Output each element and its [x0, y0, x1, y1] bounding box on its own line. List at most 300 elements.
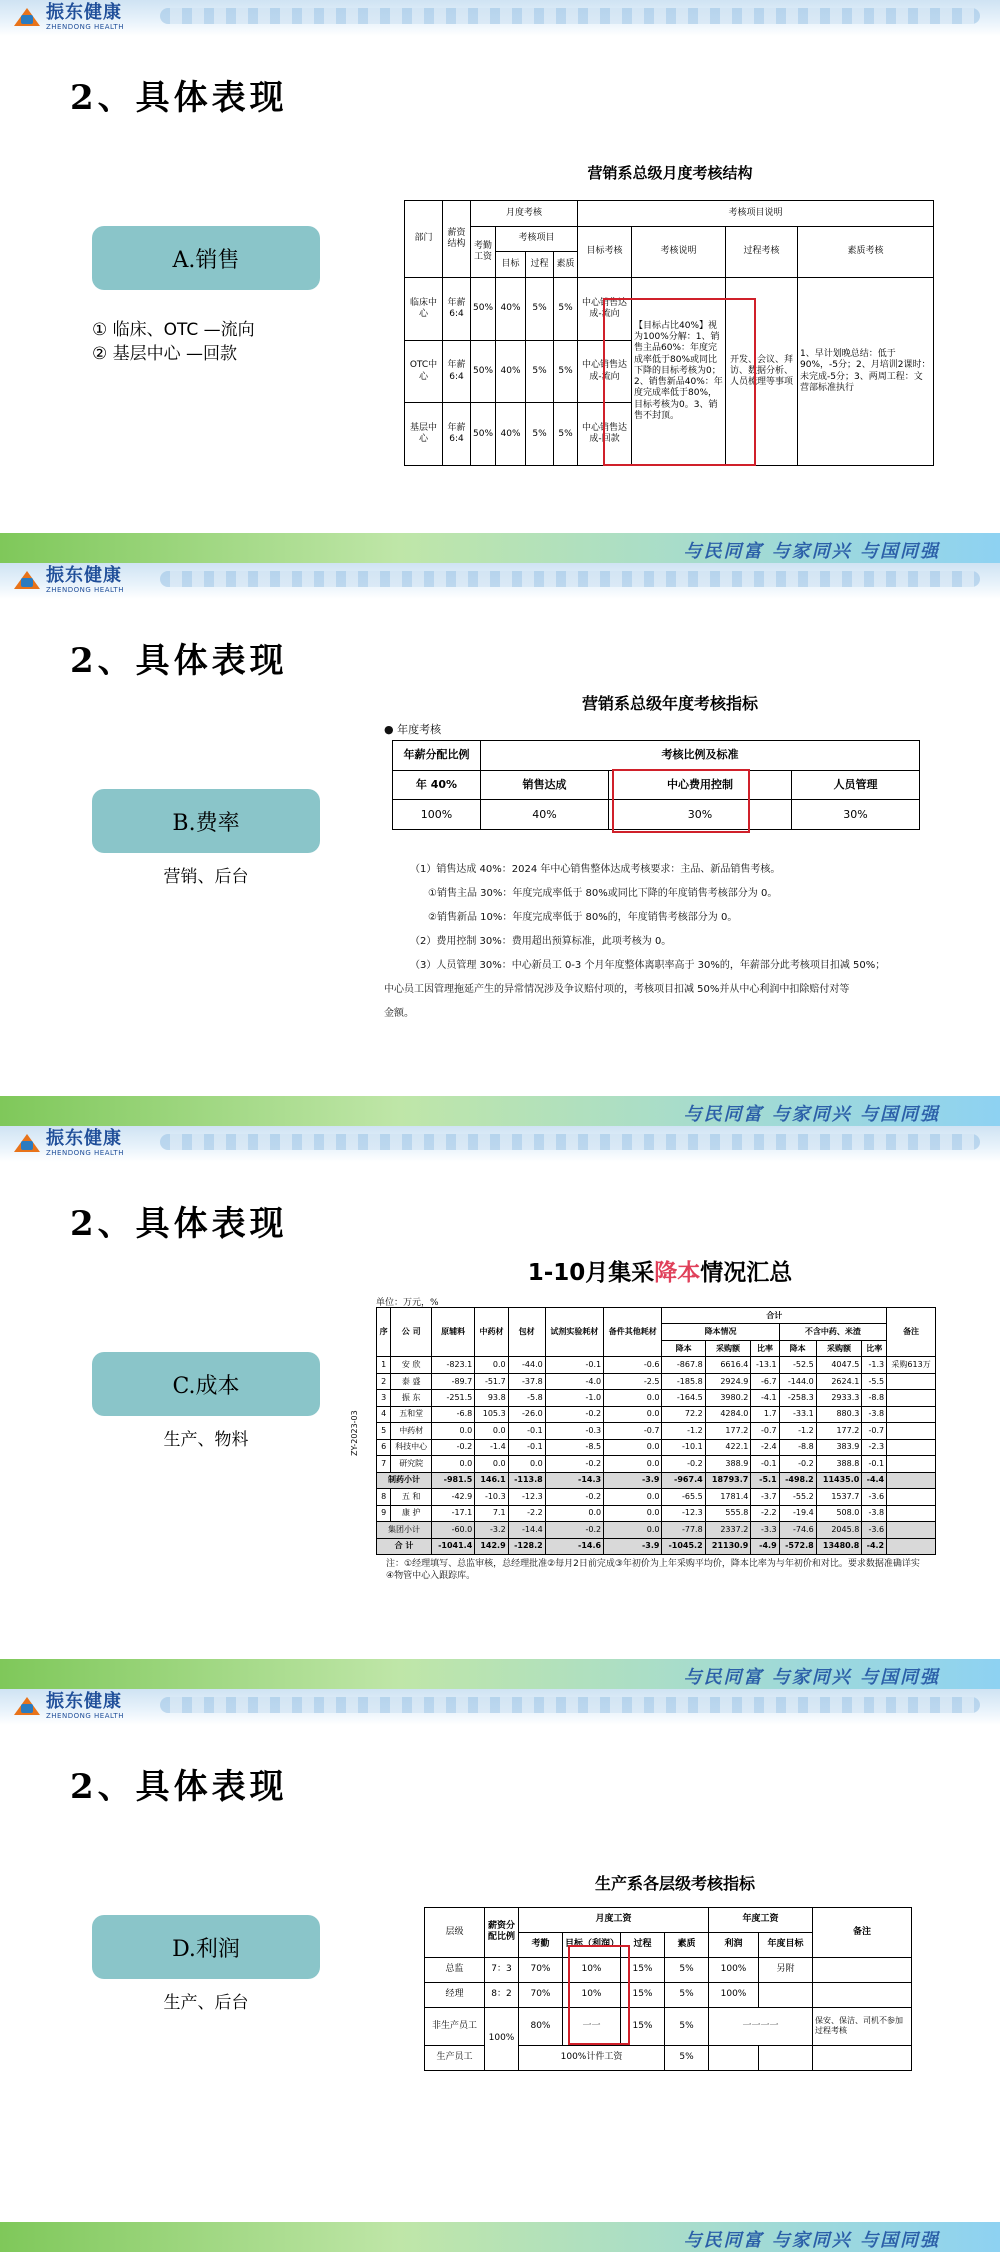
th: 比率: [751, 1340, 779, 1356]
cell: -0.2: [545, 1522, 603, 1538]
cell: 15%: [621, 1982, 665, 2007]
cell: -8.8: [779, 1439, 816, 1455]
th-standard: 考核比例及标准: [481, 741, 920, 771]
table-row: [377, 1406, 936, 1422]
cell: -3.8: [862, 1406, 887, 1422]
cell: 7：3: [485, 1957, 519, 1982]
th-monthly: 月度考核: [471, 201, 578, 227]
cell-process: 5%: [526, 278, 554, 341]
para-line: 金额。: [384, 1008, 414, 1019]
cell: [887, 1538, 936, 1554]
cell: 0.0: [604, 1522, 662, 1538]
cell: -2.4: [751, 1439, 779, 1455]
note-line: ② 基层中心 —回款: [92, 344, 238, 364]
cell: 研究院: [391, 1456, 432, 1473]
cell: [887, 1456, 936, 1473]
brand-name-en: ZHENDONG HEALTH: [46, 22, 124, 31]
cell: -258.3: [779, 1390, 816, 1406]
table-note: 注：①经理填写、总监审核，总经理批准②每月2日前完成③年初价为上年采购平均价，降本比率为与年初价和对比。要求数据准确详实④物管中心入跟踪库。: [386, 1559, 920, 1581]
bullet-label: ● 年度考核: [384, 723, 442, 736]
th-items: 考核项目说明: [578, 201, 934, 227]
cell: -44.0: [508, 1357, 545, 1373]
footer-banner: [0, 1096, 1000, 1126]
cell: 5%: [665, 1957, 709, 1982]
logo-icon: [14, 1695, 40, 1717]
cell: -12.3: [662, 1505, 705, 1521]
cell: -4.0: [545, 1373, 603, 1389]
slide-heading: 2、具体表现: [70, 1767, 288, 1807]
cell-quality: 5%: [554, 403, 578, 466]
th: 合计: [662, 1308, 887, 1324]
table-row: [377, 1390, 936, 1406]
table-row: [377, 1505, 936, 1521]
brand-name: 振东健康: [46, 564, 122, 586]
th: 降本情况: [662, 1324, 779, 1340]
cell: 0.0: [545, 1505, 603, 1521]
th-profit: 利润: [709, 1932, 759, 1957]
cell: -6.8: [432, 1406, 475, 1422]
cell: 8: [377, 1489, 391, 1505]
cost-summary-table: [376, 1307, 936, 1555]
cell-target-assess: 中心销售达成-流向: [578, 340, 632, 403]
cell: 80%: [519, 2007, 563, 2045]
cell: 5%: [665, 1982, 709, 2007]
cell: 7.1: [475, 1505, 508, 1521]
cell: -0.1: [862, 1456, 887, 1473]
cell: -1.2: [662, 1423, 705, 1439]
cell: 0.0: [475, 1423, 508, 1439]
th: 试剂实验耗材: [545, 1308, 603, 1357]
para-line: （3）人员管理 30%：中心新员工 0-3 个月年度整体离职率高于 30%的，年薪部分此考核项目扣减 50%；: [410, 960, 886, 971]
cell: -3.6: [862, 1522, 887, 1538]
cell: 21130.9: [705, 1538, 751, 1554]
cell: 非生产员工: [425, 2007, 485, 2045]
cell: -14.3: [545, 1472, 603, 1488]
doc-title: 营销系总级月度考核结构: [587, 164, 753, 182]
para-line: 中心员工因管理拖延产生的异常情况涉及争议赔付项的，考核项目扣减 50%并从中心利润中扣除赔付对等: [384, 984, 850, 995]
brand-name-en: ZHENDONG HEALTH: [46, 1148, 124, 1157]
cell: 0.0: [604, 1489, 662, 1505]
table-row: [377, 1423, 936, 1439]
cell: -2.5: [604, 1373, 662, 1389]
cell: -33.1: [779, 1406, 816, 1422]
footer-banner: [0, 2222, 1000, 2252]
cell: 70%: [519, 1982, 563, 2007]
th: 备注: [887, 1308, 936, 1357]
cell: 30%: [792, 800, 920, 830]
th: 不含中药、米渣: [779, 1324, 886, 1340]
cell: -17.1: [432, 1505, 475, 1521]
cell: 0.0: [508, 1456, 545, 1473]
cell: -8.5: [545, 1439, 603, 1455]
title-part: 情况汇总: [700, 1260, 793, 1286]
cell: 1537.7: [816, 1489, 862, 1505]
cell: 30%: [608, 800, 791, 830]
cell: -113.8: [508, 1472, 545, 1488]
section-note: 生产、物料: [163, 1430, 249, 1450]
section-pill: D.利润: [92, 1915, 320, 1979]
cell: -1.2: [779, 1423, 816, 1439]
cell: 0.0: [604, 1505, 662, 1521]
th-quality: 素质: [665, 1932, 709, 1957]
unit-label: 单位：万元，%: [376, 1298, 439, 1308]
cell-dept: OTC中心: [405, 340, 443, 403]
brand-name: 振东健康: [46, 1, 122, 23]
cell: 7: [377, 1456, 391, 1473]
cell-salary: 年薪6:4: [443, 278, 471, 341]
side-code: ZY-2023-03: [350, 1410, 359, 1456]
cell: 一一: [563, 2007, 621, 2045]
cell: -0.2: [545, 1489, 603, 1505]
brand-logo: [14, 1690, 124, 1720]
th-target: 目标（利润）: [563, 1932, 621, 1957]
cell: [887, 1522, 936, 1538]
cell: 2337.2: [705, 1522, 751, 1538]
cell: 0.0: [475, 1357, 508, 1373]
th-salary: 薪资结构: [443, 201, 471, 278]
cell: 0.0: [604, 1390, 662, 1406]
footer-banner: [0, 1659, 1000, 1689]
cell: -0.2: [662, 1456, 705, 1473]
th-salary-ratio: 薪资分配比例: [485, 1908, 519, 1958]
cell: -3.2: [475, 1522, 508, 1538]
wave-decoration: [160, 1697, 980, 1713]
highlight-box: [603, 298, 756, 466]
cell: -2.2: [751, 1505, 779, 1521]
cell: 科技中心: [391, 1439, 432, 1455]
wave-decoration: [160, 8, 980, 24]
cell: -52.5: [779, 1357, 816, 1373]
slide-profit: [0, 1689, 1000, 2252]
cell-quality: 5%: [554, 278, 578, 341]
cell: -13.1: [751, 1357, 779, 1373]
th: 降本: [662, 1340, 705, 1356]
cell: -10.1: [662, 1439, 705, 1455]
cell: -498.2: [779, 1472, 816, 1488]
cell: -185.8: [662, 1373, 705, 1389]
total-row: [377, 1538, 936, 1554]
cell: -1041.4: [432, 1538, 475, 1554]
cell: 146.1: [475, 1472, 508, 1488]
th: 中药材: [475, 1308, 508, 1357]
cell: -10.3: [475, 1489, 508, 1505]
cell: [887, 1505, 936, 1521]
cell-quality-desc: 1、早计划晚总结：低于90%，-5分；2、月培训2课时：未完成-5分；3、两周工程：文营部标准执行: [798, 278, 934, 466]
cell: 生产员工: [425, 2046, 485, 2071]
cell: 五和堂: [391, 1406, 432, 1422]
cell: 93.8: [475, 1390, 508, 1406]
cell: 制药小计: [377, 1472, 432, 1488]
cell: 13480.8: [816, 1538, 862, 1554]
th-month: 月度工资: [519, 1908, 709, 1933]
cell: -4.1: [751, 1390, 779, 1406]
section-notes: [92, 318, 255, 366]
th: 公 司: [391, 1308, 432, 1357]
slide-heading: 2、具体表现: [70, 641, 288, 681]
cell: -2.2: [508, 1505, 545, 1521]
cell: 五 和: [391, 1489, 432, 1505]
logo-icon: [14, 569, 40, 591]
cell: -6.7: [751, 1373, 779, 1389]
th: 采购额: [705, 1340, 751, 1356]
cell: 一一一一: [709, 2007, 813, 2045]
cell-target: 40%: [496, 403, 526, 466]
cell: -0.2: [545, 1406, 603, 1422]
cell: 6616.4: [705, 1357, 751, 1373]
th: 包材: [508, 1308, 545, 1357]
slide-sales: [0, 0, 1000, 563]
cell: -0.2: [545, 1456, 603, 1473]
cell: -37.8: [508, 1373, 545, 1389]
doc-title: 生产系各层级考核指标: [594, 1874, 755, 1893]
cell-salary: 年薪6:4: [443, 403, 471, 466]
cell: 177.2: [816, 1423, 862, 1439]
cell: 100%: [709, 1957, 759, 1982]
cell: -3.7: [751, 1489, 779, 1505]
cell: -3.9: [604, 1538, 662, 1554]
cell: -1045.2: [662, 1538, 705, 1554]
th: 序: [377, 1308, 391, 1357]
para-line: （2）费用控制 30%：费用超出预算标准，此项考核为 0。: [410, 936, 672, 947]
slide-expense: [0, 563, 1000, 1126]
cell: 振 东: [391, 1390, 432, 1406]
cell: 采购613万: [887, 1357, 936, 1373]
cell: -1.4: [475, 1439, 508, 1455]
cell: -89.7: [432, 1373, 475, 1389]
cell: 2045.8: [816, 1522, 862, 1538]
cell: -3.8: [862, 1505, 887, 1521]
cell: 1: [377, 1357, 391, 1373]
cell: 4047.5: [816, 1357, 862, 1373]
cell: 383.9: [816, 1439, 862, 1455]
cell: -8.8: [862, 1390, 887, 1406]
cell: -823.1: [432, 1357, 475, 1373]
cell: 人员管理: [792, 770, 920, 800]
cell: [887, 1390, 936, 1406]
cell: -14.4: [508, 1522, 545, 1538]
cell: -981.5: [432, 1472, 475, 1488]
logo-icon: [14, 1132, 40, 1154]
cell: -4.9: [751, 1538, 779, 1554]
cell-salary: 年薪6:4: [443, 340, 471, 403]
footer-slogan: 与民同富 与家同兴 与国同强: [683, 541, 940, 562]
subtotal-row: [377, 1522, 936, 1538]
brand-name: 振东健康: [46, 1690, 122, 1712]
cell: 康 护: [391, 1505, 432, 1521]
cell: 880.3: [816, 1406, 862, 1422]
subtotal-row: [377, 1472, 936, 1488]
cell: 422.1: [705, 1439, 751, 1455]
cell-dept: 基层中心: [405, 403, 443, 466]
cell: 安 欣: [391, 1357, 432, 1373]
cell: 2924.9: [705, 1373, 751, 1389]
footer-slogan: 与民同富 与家同兴 与国同强: [683, 1104, 940, 1125]
top-banner: [0, 563, 1000, 599]
cell: -65.5: [662, 1489, 705, 1505]
cell: 6: [377, 1439, 391, 1455]
cell: [813, 2046, 912, 2071]
cell: 100%计件工资: [519, 2046, 665, 2071]
cell: 集团小计: [377, 1522, 432, 1538]
highlight-box: [568, 1945, 630, 2045]
th-ratio: 年薪分配比例: [393, 741, 481, 771]
cell: 15%: [621, 1957, 665, 1982]
brand-logo: [14, 1, 124, 31]
cell: -0.6: [604, 1357, 662, 1373]
cell: 保安、保洁、司机不参加过程考核: [813, 2007, 912, 2045]
cell: -5.8: [508, 1390, 545, 1406]
cell-quality: 5%: [554, 340, 578, 403]
cell: 1781.4: [705, 1489, 751, 1505]
cell: -2.3: [862, 1439, 887, 1455]
th-quality: 素质: [554, 252, 578, 278]
cell: -128.2: [508, 1538, 545, 1554]
slide-cost: [0, 1126, 1000, 1689]
cell-target: 40%: [496, 340, 526, 403]
cell: -51.7: [475, 1373, 508, 1389]
cell: 100%: [709, 1982, 759, 2007]
cell: [709, 2046, 759, 2071]
table-row: [377, 1439, 936, 1455]
cell: -0.1: [545, 1357, 603, 1373]
cell: -144.0: [779, 1373, 816, 1389]
top-banner: [0, 0, 1000, 36]
th: 降本: [779, 1340, 816, 1356]
para-line: （1）销售达成 40%：2024 年中心销售整体达成考核要求：主品、新品销售考核。: [410, 864, 781, 875]
cell: 0.0: [604, 1456, 662, 1473]
cell-att: 50%: [471, 340, 496, 403]
section-pill: A.销售: [92, 226, 320, 290]
cell: 555.8: [705, 1505, 751, 1521]
doc-title: 营销系总级年度考核指标: [581, 694, 758, 713]
cell: 泰 盛: [391, 1373, 432, 1389]
cell: 2624.1: [816, 1373, 862, 1389]
title-part: 1-10月集采: [527, 1260, 655, 1286]
cell: -19.4: [779, 1505, 816, 1521]
brand-logo: [14, 564, 124, 594]
doc-title: [480, 1254, 840, 1287]
cell: 1.7: [751, 1406, 779, 1422]
cell: [813, 1982, 912, 2007]
cell: -60.0: [432, 1522, 475, 1538]
cell-target: 40%: [496, 278, 526, 341]
cell-dept: 临床中心: [405, 278, 443, 341]
cell: -3.9: [604, 1472, 662, 1488]
cell: -0.7: [751, 1423, 779, 1439]
section-note: 生产、后台: [163, 1993, 249, 2013]
cell-att: 50%: [471, 403, 496, 466]
th-target-assess: 目标考核: [578, 226, 632, 277]
th-level: 层级: [425, 1908, 485, 1958]
cell: [887, 1406, 936, 1422]
cell: -42.9: [432, 1489, 475, 1505]
cell: 销售达成: [481, 770, 609, 800]
cell: 8：2: [485, 1982, 519, 2007]
brand-logo: [14, 1127, 124, 1157]
th: 比率: [862, 1340, 887, 1356]
cell: 经理: [425, 1982, 485, 2007]
cell-process-desc: 开发、会议、拜访、数据分析、人员梳理等事项: [726, 278, 798, 466]
th-assess-desc: 考核说明: [632, 226, 726, 277]
th: 采购额: [816, 1340, 862, 1356]
cell: 0.0: [604, 1406, 662, 1422]
cell: 10%: [563, 1982, 621, 2007]
cell: 0.0: [432, 1456, 475, 1473]
cell: -0.3: [545, 1423, 603, 1439]
cell: 11435.0: [816, 1472, 862, 1488]
cell: -251.5: [432, 1390, 475, 1406]
cell: -164.5: [662, 1390, 705, 1406]
cell: [887, 1439, 936, 1455]
note-line: ① 临床、OTC —流向: [92, 320, 255, 340]
cell-process: 5%: [526, 403, 554, 466]
cell: -1.0: [545, 1390, 603, 1406]
cell: -3.3: [751, 1522, 779, 1538]
cell: 72.2: [662, 1406, 705, 1422]
cell: -77.8: [662, 1522, 705, 1538]
cell: 142.9: [475, 1538, 508, 1554]
brand-name-en: ZHENDONG HEALTH: [46, 585, 124, 594]
section-pill: B.费率: [92, 789, 320, 853]
th: 备件其他耗材: [604, 1308, 662, 1357]
cell: 15%: [621, 2007, 665, 2045]
table-row: [377, 1456, 936, 1473]
th-process: 过程: [621, 1932, 665, 1957]
cell: -4.2: [862, 1538, 887, 1554]
th-year-target: 年度目标: [759, 1932, 813, 1957]
cell: [759, 1982, 813, 2007]
highlight-box: [612, 769, 750, 833]
cell: 4284.0: [705, 1406, 751, 1422]
cell: [813, 1957, 912, 1982]
th-year: 年度工资: [709, 1908, 813, 1933]
cell: -572.8: [779, 1538, 816, 1554]
cell: 105.3: [475, 1406, 508, 1422]
cell: 4: [377, 1406, 391, 1422]
cell-target-assess: 中心销售达成-回款: [578, 403, 632, 466]
cell: -55.2: [779, 1489, 816, 1505]
cell: 100%: [393, 800, 481, 830]
production-assessment-table: [424, 1907, 912, 2071]
cell-att: 50%: [471, 278, 496, 341]
cell: [887, 1472, 936, 1488]
th-target: 目标: [496, 252, 526, 278]
section-note: 营销、后台: [163, 867, 249, 887]
slide-heading: 2、具体表现: [70, 1204, 288, 1244]
cell: -0.7: [862, 1423, 887, 1439]
wave-decoration: [160, 1134, 980, 1150]
th-att: 考勤: [519, 1932, 563, 1957]
cell: 177.2: [705, 1423, 751, 1439]
th-proj: 考核项目: [496, 226, 578, 252]
cell: 总监: [425, 1957, 485, 1982]
cell: -0.1: [751, 1456, 779, 1473]
top-banner: [0, 1689, 1000, 1725]
cell: 10%: [563, 1957, 621, 1982]
section-pill: C.成本: [92, 1352, 320, 1416]
cell: 70%: [519, 1957, 563, 1982]
cell: -12.3: [508, 1489, 545, 1505]
para-line: ①销售主品 30%：年度完成率低于 80%或同比下降的年度销售考核部分为 0。: [428, 888, 778, 899]
cell: -26.0: [508, 1406, 545, 1422]
cell: -967.4: [662, 1472, 705, 1488]
cell: 5: [377, 1423, 391, 1439]
cell: 100%: [485, 2007, 519, 2070]
cell: 18793.7: [705, 1472, 751, 1488]
cell: 中药材: [391, 1423, 432, 1439]
footer-slogan: 与民同富 与家同兴 与国同强: [683, 1667, 940, 1688]
cell: 3: [377, 1390, 391, 1406]
